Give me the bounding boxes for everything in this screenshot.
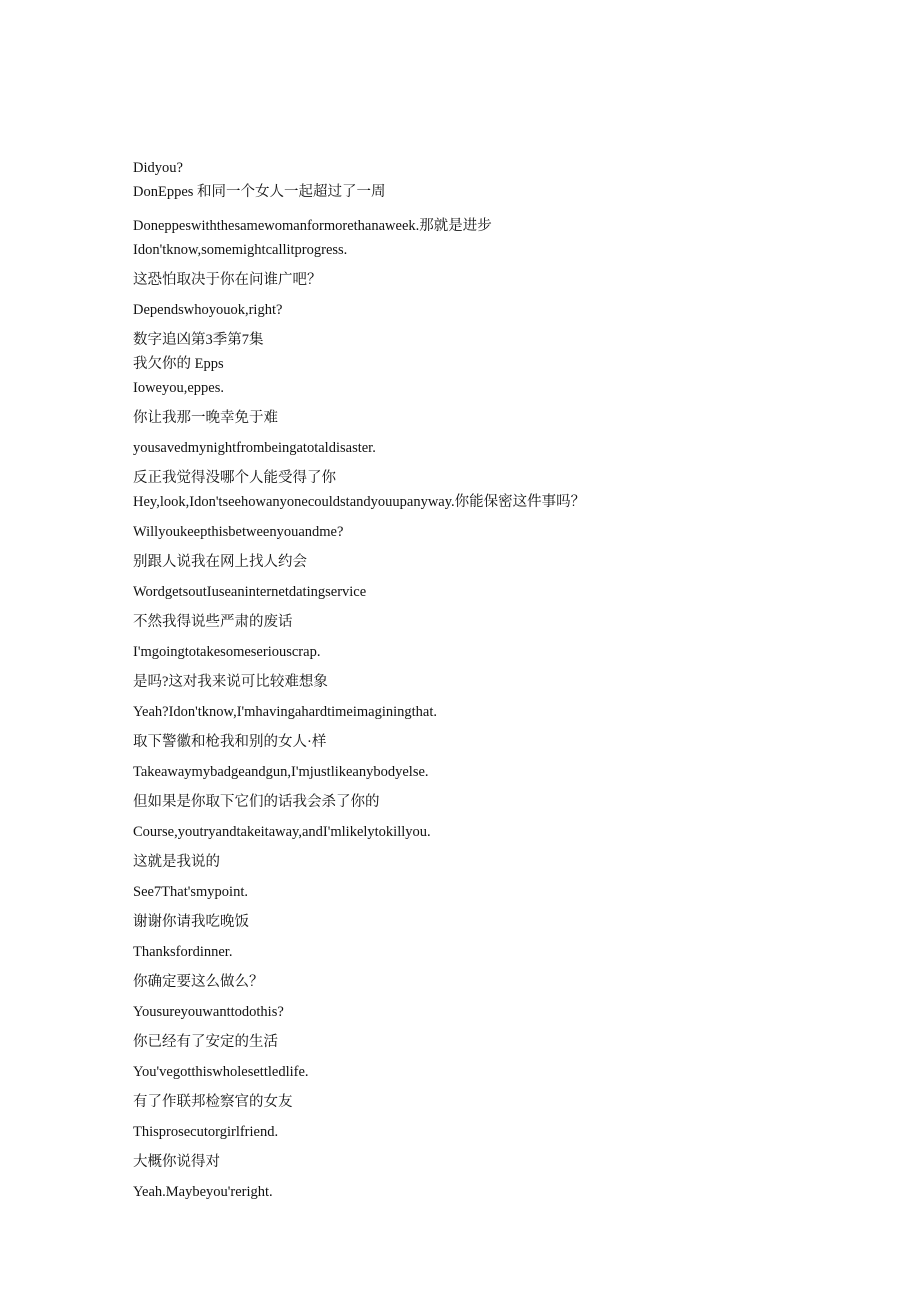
text-line: Yousureyouwanttodothis? (133, 1004, 284, 1020)
text-line: Yeah?Idon'tknow,I'mhavingahardtimeimaginingthat. (133, 704, 438, 720)
text-line: Hey,look,Idon'tseehowanyonecouldstandyouupanyway.你能保密这件事吗？ (133, 494, 586, 510)
text-line: 取下警徽和枪我和别的女人·样 (133, 734, 327, 750)
text-line: 反正我觉得没哪个人能受得了你 (133, 470, 336, 486)
text-line: 你已经有了安定的生活 (133, 1034, 278, 1050)
text-line: 大概你说得对 (133, 1154, 220, 1170)
text-line: 这就是我说的 (133, 854, 220, 870)
text-line: yousavedmynightfrombeingatotaldisaster. (133, 440, 376, 456)
text-line: Willyoukeepthisbetweenyouandme? (133, 524, 344, 540)
text-line: You'vegotthiswholesettledlife. (133, 1064, 309, 1080)
text-line: Ioweyou,eppes. (133, 380, 225, 396)
text-line: I'mgoingtotakesomeseriouscrap. (133, 644, 321, 660)
text-line: Thanksfordinner. (133, 944, 233, 960)
text-line: WordgetsoutIuseaninternetdatingservice (133, 584, 367, 600)
text-line: See7That'smypoint. (133, 884, 248, 900)
text-line: 我欠你的 Epps (133, 356, 224, 372)
text-line: Takeawaymybadgeandgun,I'mjustlikeanybodyelse. (133, 764, 429, 780)
text-line: 数字追凶第3季第7集 (133, 332, 264, 348)
text-line: 谢谢你请我吃晚饭 (133, 914, 249, 930)
text-line: Doneppeswiththesamewomanformorethanaweek.那就是进步 (133, 218, 492, 234)
document-page (133, 156, 633, 1204)
text-line: Course,youtryandtakeitaway,andI'mlikelytokillyou. (133, 824, 431, 840)
text-line: 你确定要这么做么？ (133, 974, 264, 990)
text-line: Dependswhoyouok,right? (133, 302, 283, 318)
text-line: 别跟人说我在网上找人约会 (133, 554, 307, 570)
text-line: Yeah.Maybeyou'reright. (133, 1184, 273, 1200)
text-line: 这恐怕取决于你在问谁广吧？ (133, 272, 322, 288)
text-line: 不然我得说些严肃的废话 (133, 614, 293, 630)
text-line: Thisprosecutorgirlfriend. (133, 1124, 279, 1140)
text-line: 但如果是你取下它们的话我会杀了你的 (133, 794, 380, 810)
text-line: 你让我那一晚幸免于难 (133, 410, 278, 426)
text-line: 是吗?这对我来说可比较难想象 (133, 674, 328, 690)
text-line: Idon'tknow,somemightcallitprogress. (133, 242, 348, 258)
text-line: DonEppes 和同一个女人一起超过了一周 (133, 184, 386, 200)
text-line: 有了作联邦检察官的女友 (133, 1094, 293, 1110)
text-line: Didyou? (133, 160, 183, 176)
